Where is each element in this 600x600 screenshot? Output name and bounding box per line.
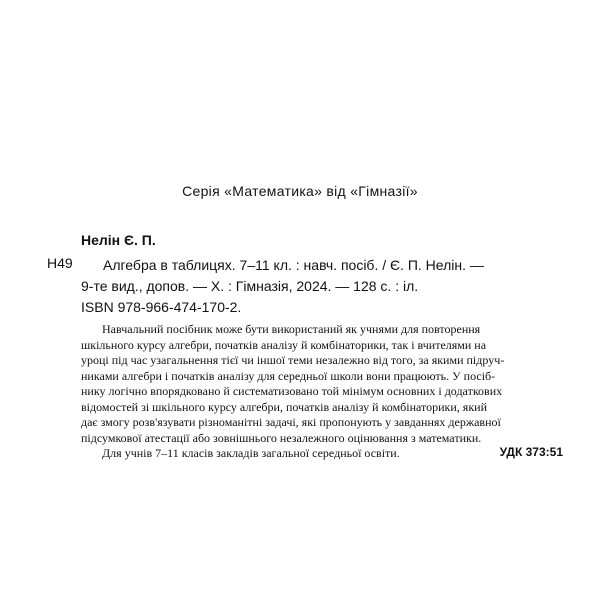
bibliographic-record	[81, 255, 551, 318]
annotation-line: Навчальний посібник може бути використаний як учнями для повторення	[102, 322, 481, 336]
annotation-line: уроці під час узагальнення тієї чи іншої теми незалежно від того, за якими підруч-	[81, 353, 505, 367]
audience-line: Для учнів 7–11 класів закладів загальної середньої освіти.	[102, 446, 400, 460]
author-heading: Нелін Є. П.	[81, 232, 156, 248]
library-code: Н49	[47, 255, 73, 271]
series-title: Серія «Математика» від «Гімназії»	[182, 183, 418, 199]
annotation-line: підсумкової атестації або зовнішнього незалежного оцінювання з математики.	[81, 430, 482, 445]
annotation-text	[81, 322, 557, 462]
udk-code: УДК 373:51	[499, 445, 563, 459]
annotation-line: нику логічно впорядковано й систематизовано той мінімум основних і додаткових	[81, 384, 503, 398]
annotation-line: шкільного курсу алгебри, початків аналізу й комбінаторики, так і вчителями на	[81, 337, 487, 352]
isbn-line: ISBN 978-966-474-170-2.	[81, 299, 242, 315]
annotation-line: відомостей зі шкільного курсу алгебри, початків аналізу й комбінаторики, який	[81, 399, 488, 414]
annotation-line: дає змогу розв'язувати різноманітні задачі, які пропонують у завданнях державної	[81, 415, 501, 429]
bibliographic-line: 9-те вид., допов. — Х. : Гімназія, 2024. — 128 с. : іл.	[81, 278, 419, 294]
bibliographic-line: Алгебра в таблицях. 7–11 кл. : навч. посіб. / Є. П. Нелін. —	[103, 257, 484, 273]
annotation-line: никами алгебри і початків аналізу для середньої школи вони працюють. У посіб-	[81, 368, 496, 383]
